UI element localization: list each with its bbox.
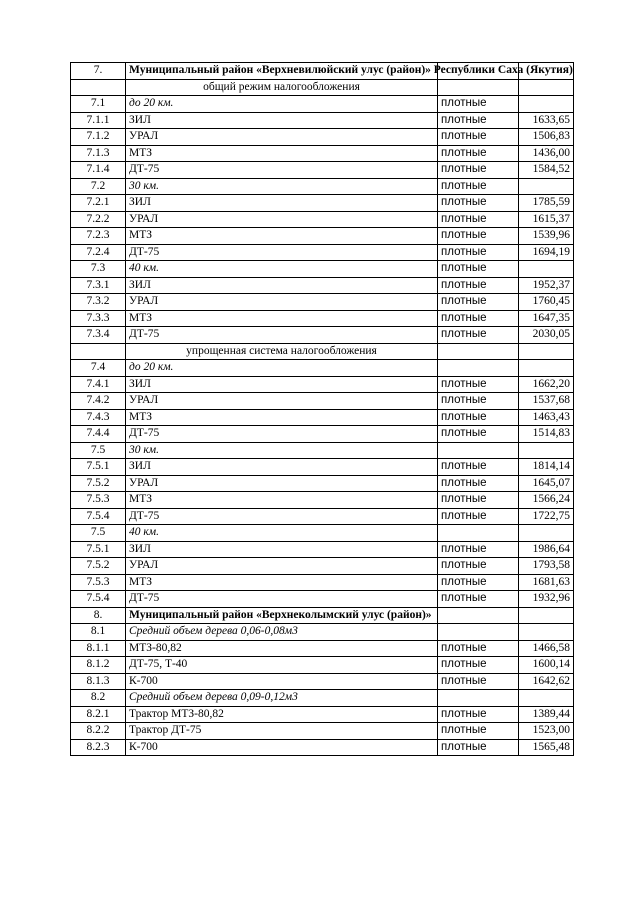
row-code: 7.1.1 — [71, 112, 126, 129]
table-row — [71, 673, 574, 690]
vehicle-name: ЗИЛ — [126, 541, 438, 558]
row-code: 8.2.2 — [71, 723, 126, 740]
rate-value: 1694,19 — [519, 244, 574, 261]
empty-cell — [519, 442, 574, 459]
row-code: 7. — [71, 63, 126, 80]
wood-type: плотные — [438, 244, 519, 261]
vehicle-name: ДТ-75 — [126, 244, 438, 261]
table-row — [71, 459, 574, 476]
wood-type: плотные — [438, 178, 519, 195]
empty-cell — [519, 525, 574, 542]
table-row — [71, 228, 574, 245]
table-row — [71, 739, 574, 756]
tax-regime-label: упрощенная система налогообложения — [126, 343, 438, 360]
rate-value: 1681,63 — [519, 574, 574, 591]
row-code: 7.1.2 — [71, 129, 126, 146]
table-row — [71, 640, 574, 657]
wood-type: плотные — [438, 739, 519, 756]
row-code: 7.2.1 — [71, 195, 126, 212]
table-row — [71, 541, 574, 558]
row-code: 8.2.1 — [71, 706, 126, 723]
rate-value: 1932,96 — [519, 591, 574, 608]
wood-type: плотные — [438, 129, 519, 146]
subsection-name: 40 км. — [126, 261, 438, 278]
row-code: 8. — [71, 607, 126, 624]
table-row — [71, 211, 574, 228]
subsection-name: 40 км. — [126, 525, 438, 542]
vehicle-name: К-700 — [126, 673, 438, 690]
wood-type: плотные — [438, 277, 519, 294]
wood-type: плотные — [438, 228, 519, 245]
table-row — [71, 409, 574, 426]
vehicle-name: МТЗ — [126, 492, 438, 509]
rate-value: 1986,64 — [519, 541, 574, 558]
vehicle-name: УРАЛ — [126, 558, 438, 575]
rate-value: 1645,07 — [519, 475, 574, 492]
vehicle-name: МТЗ-80,82 — [126, 640, 438, 657]
tax-regime-row — [71, 343, 574, 360]
subsection-row — [71, 178, 574, 195]
subsection-name: 30 км. — [126, 178, 438, 195]
tax-regime-label: общий режим налогообложения — [126, 79, 438, 96]
row-code: 7.2 — [71, 178, 126, 195]
table-row — [71, 129, 574, 146]
vehicle-name: УРАЛ — [126, 393, 438, 410]
table-row — [71, 475, 574, 492]
subsection-row — [71, 624, 574, 641]
wood-type: плотные — [438, 261, 519, 278]
subsection-name: Средний объем дерева 0,09-0,12м3 — [126, 690, 438, 707]
wood-type — [438, 360, 519, 377]
wood-type: плотные — [438, 657, 519, 674]
row-code: 7.4.2 — [71, 393, 126, 410]
vehicle-name: МТЗ — [126, 145, 438, 162]
row-code: 7.2.4 — [71, 244, 126, 261]
wood-type: плотные — [438, 475, 519, 492]
wood-type: плотные — [438, 640, 519, 657]
table-row — [71, 426, 574, 443]
row-code: 7.5.4 — [71, 508, 126, 525]
wood-type: плотные — [438, 310, 519, 327]
empty-cell — [438, 343, 519, 360]
wood-type: плотные — [438, 195, 519, 212]
rate-value: 1814,14 — [519, 459, 574, 476]
subsection-name: до 20 км. — [126, 360, 438, 377]
subsection-name: 30 км. — [126, 442, 438, 459]
empty-cell — [71, 343, 126, 360]
row-code: 7.2.2 — [71, 211, 126, 228]
row-code: 8.1 — [71, 624, 126, 641]
table-row — [71, 574, 574, 591]
tax-regime-row — [71, 79, 574, 96]
table-row — [71, 376, 574, 393]
row-code: 7.5 — [71, 525, 126, 542]
wood-type: плотные — [438, 145, 519, 162]
rates-table-body — [71, 63, 574, 756]
wood-type — [438, 624, 519, 641]
table-row — [71, 195, 574, 212]
wood-type: плотные — [438, 541, 519, 558]
vehicle-name: Трактор МТЗ-80,82 — [126, 706, 438, 723]
rate-value: 1463,43 — [519, 409, 574, 426]
district-header-row — [71, 607, 574, 624]
row-code: 7.3.1 — [71, 277, 126, 294]
vehicle-name: ДТ-75 — [126, 508, 438, 525]
wood-type: плотные — [438, 393, 519, 410]
wood-type: плотные — [438, 211, 519, 228]
wood-type: плотные — [438, 508, 519, 525]
row-code: 7.5.2 — [71, 475, 126, 492]
rate-value: 1952,37 — [519, 277, 574, 294]
rate-value: 1565,48 — [519, 739, 574, 756]
row-code: 7.3 — [71, 261, 126, 278]
vehicle-name: ЗИЛ — [126, 376, 438, 393]
vehicle-name: ДТ-75 — [126, 327, 438, 344]
empty-cell — [519, 79, 574, 96]
wood-type: плотные — [438, 327, 519, 344]
wood-type: плотные — [438, 459, 519, 476]
vehicle-name: ДТ-75 — [126, 426, 438, 443]
rate-value: 1436,00 — [519, 145, 574, 162]
table-row — [71, 162, 574, 179]
rate-value: 1615,37 — [519, 211, 574, 228]
rate-value: 1539,96 — [519, 228, 574, 245]
district-name: Муниципальный район «Верхнеколымский улус (район)» — [126, 607, 438, 624]
rate-value: 1647,35 — [519, 310, 574, 327]
empty-cell — [519, 261, 574, 278]
wood-type: плотные — [438, 591, 519, 608]
vehicle-name: МТЗ — [126, 310, 438, 327]
wood-type — [438, 525, 519, 542]
row-code: 8.2 — [71, 690, 126, 707]
empty-cell — [519, 360, 574, 377]
wood-type: плотные — [438, 409, 519, 426]
row-code: 7.4.3 — [71, 409, 126, 426]
rate-value: 1600,14 — [519, 657, 574, 674]
empty-cell — [71, 79, 126, 96]
table-row — [71, 310, 574, 327]
vehicle-name: ЗИЛ — [126, 112, 438, 129]
vehicle-name: МТЗ — [126, 409, 438, 426]
wood-type: плотные — [438, 574, 519, 591]
vehicle-name: К-700 — [126, 739, 438, 756]
table-row — [71, 657, 574, 674]
wood-type: плотные — [438, 426, 519, 443]
row-code: 8.1.3 — [71, 673, 126, 690]
row-code: 7.5.1 — [71, 541, 126, 558]
vehicle-name: МТЗ — [126, 228, 438, 245]
row-code: 7.4.1 — [71, 376, 126, 393]
subsection-row — [71, 96, 574, 113]
row-code: 7.1 — [71, 96, 126, 113]
vehicle-name: УРАЛ — [126, 294, 438, 311]
row-code: 7.3.4 — [71, 327, 126, 344]
rate-value: 1760,45 — [519, 294, 574, 311]
row-code: 7.2.3 — [71, 228, 126, 245]
wood-type: плотные — [438, 558, 519, 575]
row-code: 7.4 — [71, 360, 126, 377]
row-code: 7.5.3 — [71, 574, 126, 591]
rate-value: 2030,05 — [519, 327, 574, 344]
vehicle-name: УРАЛ — [126, 129, 438, 146]
vehicle-name: ЗИЛ — [126, 195, 438, 212]
row-code: 7.4.4 — [71, 426, 126, 443]
vehicle-name: ДТ-75 — [126, 162, 438, 179]
row-code: 8.2.3 — [71, 739, 126, 756]
rate-value: 1514,83 — [519, 426, 574, 443]
row-code: 7.3.2 — [71, 294, 126, 311]
rate-value: 1584,52 — [519, 162, 574, 179]
wood-type: плотные — [438, 706, 519, 723]
empty-cell — [438, 79, 519, 96]
subsection-row — [71, 525, 574, 542]
rates-table — [70, 62, 574, 756]
vehicle-name: ЗИЛ — [126, 459, 438, 476]
vehicle-name: УРАЛ — [126, 211, 438, 228]
wood-type — [438, 442, 519, 459]
vehicle-name: УРАЛ — [126, 475, 438, 492]
table-row — [71, 145, 574, 162]
wood-type: плотные — [438, 294, 519, 311]
row-code: 7.5.1 — [71, 459, 126, 476]
rate-value: 1642,62 — [519, 673, 574, 690]
rate-value: 1633,65 — [519, 112, 574, 129]
rate-value: 1389,44 — [519, 706, 574, 723]
empty-cell — [519, 690, 574, 707]
vehicle-name: Трактор ДТ-75 — [126, 723, 438, 740]
subsection-row — [71, 442, 574, 459]
table-row — [71, 244, 574, 261]
rate-value: 1466,58 — [519, 640, 574, 657]
table-row — [71, 294, 574, 311]
subsection-row — [71, 261, 574, 278]
rate-value: 1537,68 — [519, 393, 574, 410]
rate-value: 1722,75 — [519, 508, 574, 525]
rate-value: 1566,24 — [519, 492, 574, 509]
empty-cell — [519, 96, 574, 113]
table-row — [71, 393, 574, 410]
district-name: Муниципальный район «Верхневилюйский улус (район)» Республики Саха (Якутия) — [126, 63, 438, 80]
empty-cell — [438, 607, 519, 624]
row-code: 7.3.3 — [71, 310, 126, 327]
empty-cell — [519, 343, 574, 360]
empty-cell — [519, 178, 574, 195]
row-code: 8.1.2 — [71, 657, 126, 674]
wood-type — [438, 690, 519, 707]
rate-value: 1793,58 — [519, 558, 574, 575]
rate-value: 1523,00 — [519, 723, 574, 740]
district-header-row — [71, 63, 574, 80]
subsection-row — [71, 360, 574, 377]
subsection-row — [71, 690, 574, 707]
wood-type: плотные — [438, 96, 519, 113]
subsection-name: до 20 км. — [126, 96, 438, 113]
wood-type: плотные — [438, 492, 519, 509]
row-code: 7.5.4 — [71, 591, 126, 608]
table-row — [71, 112, 574, 129]
vehicle-name: МТЗ — [126, 574, 438, 591]
table-row — [71, 723, 574, 740]
table-row — [71, 591, 574, 608]
row-code: 7.5 — [71, 442, 126, 459]
vehicle-name: ДТ-75, Т-40 — [126, 657, 438, 674]
wood-type: плотные — [438, 723, 519, 740]
table-row — [71, 277, 574, 294]
wood-type: плотные — [438, 376, 519, 393]
row-code: 7.1.3 — [71, 145, 126, 162]
empty-cell — [519, 607, 574, 624]
table-row — [71, 492, 574, 509]
row-code: 7.1.4 — [71, 162, 126, 179]
row-code: 8.1.1 — [71, 640, 126, 657]
wood-type: плотные — [438, 112, 519, 129]
table-row — [71, 706, 574, 723]
rate-value: 1785,59 — [519, 195, 574, 212]
table-row — [71, 558, 574, 575]
vehicle-name: ЗИЛ — [126, 277, 438, 294]
row-code: 7.5.3 — [71, 492, 126, 509]
wood-type: плотные — [438, 162, 519, 179]
subsection-name: Средний объем дерева 0,06-0,08м3 — [126, 624, 438, 641]
rate-value: 1506,83 — [519, 129, 574, 146]
wood-type: плотные — [438, 673, 519, 690]
table-row — [71, 508, 574, 525]
vehicle-name: ДТ-75 — [126, 591, 438, 608]
table-row — [71, 327, 574, 344]
row-code: 7.5.2 — [71, 558, 126, 575]
rate-value: 1662,20 — [519, 376, 574, 393]
empty-cell — [519, 624, 574, 641]
